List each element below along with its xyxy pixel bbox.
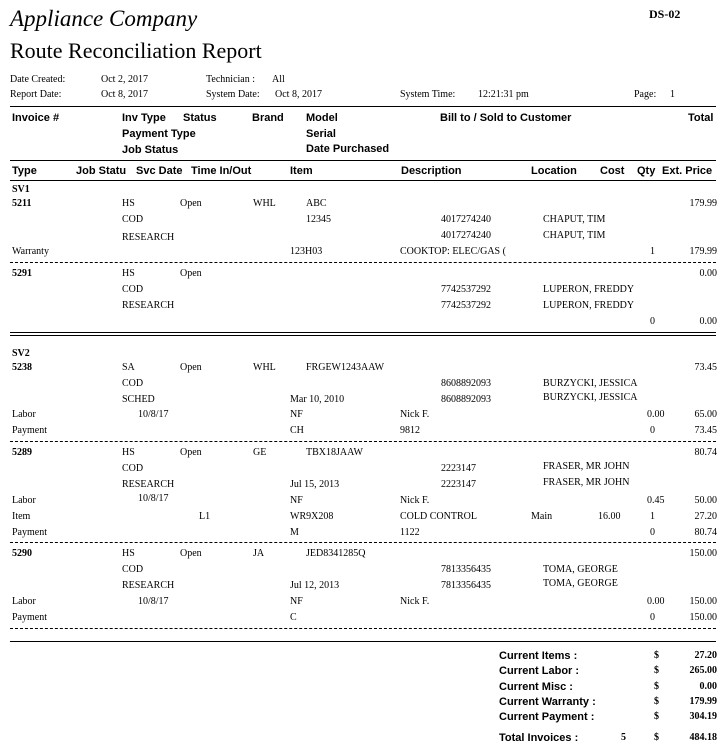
col-serial: Serial (306, 128, 336, 140)
line-cost: 16.00 (598, 511, 621, 522)
invoice-model: FRGEW1243AAW (306, 362, 385, 373)
col-time-in-out: Time In/Out (191, 165, 252, 177)
system-time-value: 12:21:31 pm (478, 89, 529, 100)
col-qty: Qty (637, 165, 656, 177)
col-type: Type (12, 165, 37, 177)
col-bill-to: Bill to / Sold to Customer (440, 112, 572, 124)
line-svc-date: 10/8/17 (138, 409, 169, 420)
total-invoices-count: 5 (621, 732, 626, 743)
customer-phone: 7742537292 (441, 300, 491, 311)
summary-items-value: 27.20 (694, 650, 717, 661)
system-date-label: System Date: (206, 89, 260, 100)
customer-phone: 7813356435 (441, 564, 491, 575)
summary-warranty-label: Current Warranty : (499, 696, 596, 708)
line-item: NF (290, 409, 303, 420)
summary-labor-label: Current Labor : (499, 665, 580, 677)
customer-name: FRASER, MR JOHN (543, 461, 630, 472)
col-job-status: Job Status (122, 144, 179, 156)
customer-name: CHAPUT, TIM (543, 230, 606, 241)
customer-phone: 2223147 (441, 463, 476, 474)
line-ext-price: 65.00 (694, 409, 717, 420)
line-item: 123H03 (290, 246, 323, 257)
line-description: Nick F. (400, 596, 430, 607)
customer-phone: 4017274240 (441, 230, 491, 241)
line-ext-price: 73.45 (694, 425, 717, 436)
invoice-number: 5290 (12, 548, 32, 559)
col-date-purchased: Date Purchased (306, 143, 390, 155)
line-item: NF (290, 596, 303, 607)
invoice-total: 150.00 (689, 548, 717, 559)
section-rule (10, 332, 716, 333)
line-ext-price: 150.00 (689, 612, 717, 623)
invoice-date-purchased: Jul 15, 2013 (290, 479, 340, 490)
invoice-payment-type: COD (122, 463, 144, 474)
invoice-status: Open (180, 362, 202, 373)
line-location: Main (531, 511, 553, 522)
col-location: Location (531, 165, 577, 177)
invoice-job-status: RESEARCH (122, 479, 175, 490)
customer-phone: 8608892093 (441, 378, 491, 389)
customer-phone: 8608892093 (441, 394, 491, 405)
date-created-label: Date Created: (10, 74, 66, 85)
line-item: WR9X208 (290, 511, 334, 522)
line-item: M (290, 527, 299, 538)
col-brand: Brand (252, 112, 284, 124)
total-currency: $ (654, 732, 659, 743)
invoice-total: 0.00 (699, 268, 717, 279)
line-type: Payment (12, 612, 47, 623)
summary-warranty-currency: $ (654, 696, 659, 707)
invoice-separator (10, 262, 716, 263)
customer-phone: 2223147 (441, 479, 476, 490)
invoice-brand: WHL (253, 198, 276, 209)
header-rule (10, 106, 716, 107)
col-status: Status (183, 112, 217, 124)
summary-labor-value: 265.00 (689, 665, 717, 676)
page-number: 1 (670, 89, 675, 100)
invoice-type: HS (122, 447, 135, 458)
customer-name: BURZYCKI, JESSICA (543, 392, 638, 403)
invoice-date-purchased: Jul 12, 2013 (290, 580, 340, 591)
summary-misc-label: Current Misc : (499, 681, 573, 693)
line-cost: 0.45 (647, 495, 665, 506)
invoice-date-purchased: Mar 10, 2010 (290, 394, 345, 405)
invoice-type: SA (122, 362, 135, 373)
summary-items-label: Current Items : (499, 650, 578, 662)
invoice-brand: JA (253, 548, 265, 559)
summary-rule (10, 641, 716, 642)
line-item: NF (290, 495, 303, 506)
summary-items-currency: $ (654, 650, 659, 661)
invoice-status: Open (180, 268, 202, 279)
invoice-number: 5289 (12, 447, 32, 458)
invoice-separator (10, 542, 716, 543)
line-svc-date: 10/8/17 (138, 493, 169, 504)
section-name: SV2 (12, 348, 30, 359)
customer-phone: 4017274240 (441, 214, 491, 225)
line-ext-price: 27.20 (694, 511, 717, 522)
summary-misc-currency: $ (654, 681, 659, 692)
invoice-payment-type: COD (122, 284, 144, 295)
invoice-job-status: RESEARCH (122, 232, 175, 243)
invoice-type: HS (122, 268, 135, 279)
line-item: C (290, 612, 297, 623)
invoice-payment-type: COD (122, 564, 144, 575)
line-ext-price: 150.00 (689, 596, 717, 607)
line-description: Nick F. (400, 409, 430, 420)
company-name: Appliance Company (10, 6, 198, 31)
invoice-brand: WHL (253, 362, 276, 373)
line-qty: 0 (650, 425, 655, 436)
invoice-status: Open (180, 447, 202, 458)
col-job-statu: Job Statu (76, 165, 127, 177)
line-type: Item (12, 511, 31, 522)
customer-name: LUPERON, FREDDY (543, 300, 635, 311)
line-qty: 1 (650, 246, 655, 257)
line-ext-price: 50.00 (694, 495, 717, 506)
line-type: Payment (12, 425, 47, 436)
line-description: 1122 (400, 527, 420, 538)
customer-name: BURZYCKI, JESSICA (543, 378, 638, 389)
line-cost: 0.00 (647, 596, 665, 607)
line-qty: 0 (650, 316, 655, 327)
invoice-payment-type: COD (122, 214, 144, 225)
customer-name: FRASER, MR JOHN (543, 477, 630, 488)
line-description: COOKTOP: ELEC/GAS ( (400, 246, 506, 257)
date-created-value: Oct 2, 2017 (101, 74, 148, 85)
summary-payment-currency: $ (654, 711, 659, 722)
summary-warranty-value: 179.99 (689, 696, 717, 707)
column-header-rule-2 (10, 180, 716, 181)
customer-name: LUPERON, FREDDY (543, 284, 635, 295)
col-payment-type: Payment Type (122, 128, 196, 140)
line-type: Labor (12, 409, 36, 420)
invoice-number: 5211 (12, 198, 32, 209)
invoice-model: JED8341285Q (306, 548, 366, 559)
invoice-total: 179.99 (689, 198, 717, 209)
invoice-serial: 12345 (306, 214, 331, 225)
line-item: CH (290, 425, 304, 436)
system-time-label: System Time: (400, 89, 456, 100)
report-date-label: Report Date: (10, 89, 62, 100)
line-type: Labor (12, 596, 36, 607)
customer-name: CHAPUT, TIM (543, 214, 606, 225)
section-rule (10, 335, 716, 336)
invoice-type: HS (122, 198, 135, 209)
line-type: Payment (12, 527, 47, 538)
summary-misc-value: 0.00 (699, 681, 717, 692)
customer-phone: 7813356435 (441, 580, 491, 591)
line-ext-price: 0.00 (699, 316, 717, 327)
customer-name: TOMA, GEORGE (543, 578, 618, 589)
col-ext-price: Ext. Price (662, 165, 713, 177)
col-model: Model (306, 112, 338, 124)
total-invoices-label: Total Invoices : (499, 732, 579, 744)
col-inv-type: Inv Type (122, 112, 166, 124)
line-qty: 0 (650, 527, 655, 538)
invoice-job-status: SCHED (122, 394, 155, 405)
invoice-status: Open (180, 198, 202, 209)
invoice-number: 5291 (12, 268, 32, 279)
line-time: L1 (199, 511, 211, 522)
invoice-separator (10, 628, 716, 629)
line-description: 9812 (400, 425, 420, 436)
total-value: 484.18 (689, 732, 717, 743)
customer-phone: 7742537292 (441, 284, 491, 295)
summary-labor-currency: $ (654, 665, 659, 676)
technician-label: Technician : (206, 74, 255, 85)
col-svc-date: Svc Date (136, 165, 183, 177)
page-label: Page: (634, 89, 657, 100)
invoice-payment-type: COD (122, 378, 144, 389)
section-name: SV1 (12, 184, 30, 195)
invoice-job-status: RESEARCH (122, 300, 175, 311)
line-cost: 0.00 (647, 409, 665, 420)
line-svc-date: 10/8/17 (138, 596, 169, 607)
col-invoice: Invoice # (12, 112, 60, 124)
invoice-number: 5238 (12, 362, 32, 373)
report-title: Route Reconciliation Report (10, 38, 262, 63)
line-qty: 1 (650, 511, 655, 522)
system-date-value: Oct 8, 2017 (275, 89, 322, 100)
invoice-model: TBX18JAAW (306, 447, 363, 458)
col-total: Total (688, 112, 714, 124)
line-description: Nick F. (400, 495, 430, 506)
column-header-rule (10, 160, 716, 161)
invoice-status: Open (180, 548, 202, 559)
line-qty: 0 (650, 612, 655, 623)
invoice-separator (10, 441, 716, 442)
line-type: Labor (12, 495, 36, 506)
summary-payment-value: 304.19 (689, 711, 717, 722)
invoice-type: HS (122, 548, 135, 559)
invoice-job-status: RESEARCH (122, 580, 175, 591)
line-ext-price: 80.74 (694, 527, 717, 538)
invoice-brand: GE (253, 447, 267, 458)
summary-payment-label: Current Payment : (499, 711, 595, 723)
col-item: Item (290, 165, 313, 177)
invoice-total: 73.45 (694, 362, 717, 373)
col-cost: Cost (600, 165, 625, 177)
invoice-model: ABC (306, 198, 327, 209)
technician-value: All (272, 74, 285, 85)
line-type: Warranty (12, 246, 49, 257)
report-date-value: Oct 8, 2017 (101, 89, 148, 100)
document-code: DS-02 (649, 7, 681, 21)
customer-name: TOMA, GEORGE (543, 564, 618, 575)
line-ext-price: 179.99 (689, 246, 717, 257)
line-description: COLD CONTROL (400, 511, 477, 522)
invoice-total: 80.74 (694, 447, 717, 458)
col-description: Description (401, 165, 462, 177)
